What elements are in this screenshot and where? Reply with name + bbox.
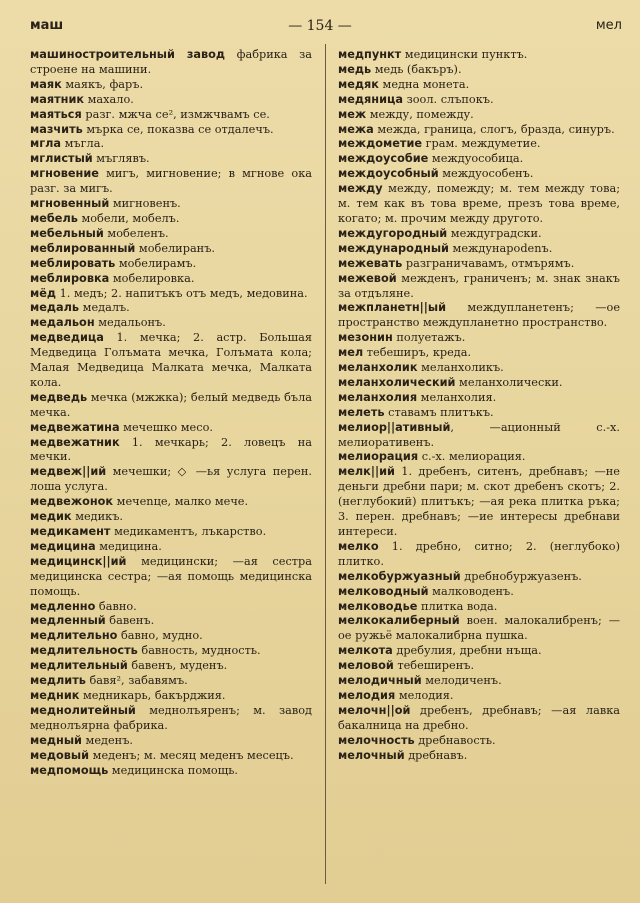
entry-headword: международный [338,241,449,255]
entry-definition: медникарь, бакърджия. [79,688,226,702]
entry-headword: медлительность [30,644,138,658]
entry-definition: тебеширъ, креда. [363,346,472,360]
entry-definition: полуетажъ. [392,331,466,345]
dictionary-entry [30,465,312,495]
dictionary-entry [338,376,620,391]
entry-headword: мелеть [338,405,385,419]
entry-definition: дребенъ, дребнавъ; —ая лавка бакалница на дребно. [338,703,620,732]
dictionary-entry [338,585,620,600]
entry-definition: мелодия. [395,688,454,702]
dictionary-entry [30,689,312,704]
entry-headword: медаль [30,301,80,315]
entry-headword: мелодия [338,688,396,702]
entry-headword: межевать [338,256,403,270]
entry-headword: медвежатина [30,420,120,434]
entry-definition: междупланетенъ; —ое пространство междупланетно пространство. [338,301,620,330]
dictionary-entry [30,137,312,152]
entry-headword: меж [338,107,367,121]
entry-definition: бавно, мудно. [117,629,203,643]
entry-headword: мелководный [338,584,429,598]
entry-headword: медлить [30,674,86,688]
entry-headword: мелочность [338,733,415,747]
entry-headword: медик [30,510,72,524]
dictionary-entry [338,123,620,138]
entry-definition: медалъ. [79,301,130,315]
dictionary-entry [338,182,620,227]
entry-headword: мглистый [30,152,93,166]
dictionary-entry [30,212,312,227]
dictionary-entry [338,749,620,764]
entry-definition: меденъ; м. месяц меденъ месецъ. [89,748,294,762]
entry-definition: медицина. [95,539,162,553]
dictionary-entry [30,108,312,123]
entry-definition: мигновенъ. [109,197,181,211]
entry-headword: медленный [30,614,106,628]
entry-definition: мърка се, показва се отдалечъ. [82,122,274,136]
entry-headword: мезонин [338,331,393,345]
dictionary-entry [338,391,620,406]
dictionary-entry [30,257,312,272]
entry-definition: разграничавамъ, отмърямъ. [402,256,575,270]
dictionary-entry [30,242,312,257]
entry-headword: медведь [30,390,88,404]
dictionary-entry [30,510,312,525]
entry-definition: , —ационный с.-х. мелиоративенъ. [338,420,620,449]
dictionary-entry [30,600,312,615]
entry-headword: мелодичный [338,674,422,688]
running-head-left: маш [30,18,64,33]
entry-headword: междугородный [338,226,448,240]
entry-definition: между, помежду; м. тем между това; м. тем как въ това време, презъ това време, когато; м. прочим между другото. [338,182,620,225]
dictionary-entry [30,93,312,108]
entry-headword: между [338,182,383,196]
left-column [30,48,312,891]
dictionary-entry [338,450,620,465]
dictionary-entry [30,301,312,316]
dictionary-entry [30,764,312,779]
dictionary-entry [338,346,620,361]
entry-headword: междометие [338,137,423,151]
entry-headword: мелкобуржуазный [338,569,461,583]
entry-definition: междуособенъ. [438,167,534,181]
dictionary-entry [30,555,312,600]
entry-headword: мелк||ий [338,465,395,479]
dictionary-entry [30,391,312,421]
dictionary-entry [338,331,620,346]
dictionary-entry [30,644,312,659]
entry-definition: меденъ. [81,733,133,747]
dictionary-entry [338,361,620,376]
entry-definition: дребнавъ. [404,748,468,762]
entry-definition: 1. мечка; 2. астр. Большая Медведица Голъмата мечка, Голъмата кола; Малая Медведица Малката мечка, Малката кола. [30,331,312,389]
dictionary-entry [30,704,312,734]
entry-definition: мечеnце, малко мече. [113,495,249,509]
entry-headword: меблировать [30,256,116,270]
entry-definition: меднолъяренъ; м. завод меднолъярна фабрика. [30,703,312,732]
dictionary-entry [338,167,620,182]
dictionary-entry [338,644,620,659]
entry-definition: 1. медъ; 2. напитъкъ отъ медъ, медовина. [56,286,308,300]
dictionary-entry [338,540,620,570]
entry-headword: межпланетн||ый [338,301,447,315]
entry-headword: мелкота [338,644,393,658]
dictionary-entry [338,406,620,421]
entry-definition: мобелирамъ. [115,256,197,270]
dictionary-entry [338,421,620,451]
entry-definition: медицински; —ая сестра медицинска сестра; —ая помощь медицинска помощь. [30,554,312,598]
entry-headword: мелочн||ой [338,703,411,717]
dictionary-entry [338,227,620,242]
entry-definition: мобелировка. [109,271,195,285]
entry-definition: междунароdenъ. [448,241,553,255]
entry-headword: медяница [338,92,403,106]
dictionary-entry [30,659,312,674]
dictionary-entry [338,465,620,540]
dictionary-entry [338,63,620,78]
entry-headword: мгновение [30,167,99,181]
entry-definition: 1. мечкарь; 2. ловецъ на мечки. [30,435,312,464]
dictionary-entry [30,197,312,212]
entry-headword: маятник [30,92,85,106]
page-number: — 154 — [288,18,352,34]
dictionary-entry [30,123,312,138]
entry-definition: мелодиченъ. [421,674,502,688]
dictionary-entry [338,272,620,302]
entry-headword: медвежонок [30,495,114,509]
dictionary-entry [338,689,620,704]
entry-definition: мобели, мобелъ. [77,211,180,225]
entry-headword: медвеж||ий [30,465,107,479]
entry-definition: мечешки; ◇ —ья услуга перен. лоша услуга. [30,465,312,494]
entry-definition: с.-х. мелиорация. [418,450,526,464]
entry-headword: мгла [30,137,62,151]
running-head-right: мел [595,18,622,33]
entry-headword: меланхолия [338,390,418,404]
entry-definition: меланхоликъ. [417,361,504,375]
entry-headword: мазчить [30,122,83,136]
dictionary-entry [30,227,312,242]
entry-headword: мелиор||ативный [338,420,451,434]
entry-headword: медлительный [30,659,128,673]
dictionary-entry [338,614,620,644]
entry-definition: медицинска помощь. [108,763,238,777]
entry-headword: меднолитейный [30,703,136,717]
entry-headword: мел [338,346,364,360]
entry-definition: между, помежду. [366,107,474,121]
entry-headword: межа [338,122,374,136]
entry-definition: грам. междуметие. [422,137,541,151]
dictionary-entry [30,331,312,391]
dictionary-entry [338,78,620,93]
entry-headword: меловой [338,659,394,673]
entry-definition: межда, граница, слогъ, бразда, синуръ. [373,122,615,136]
entry-definition: бавенъ, муденъ. [127,659,228,673]
entry-definition: медикъ. [71,510,123,524]
entry-headword: медицина [30,539,96,553]
entry-headword: мгновенный [30,197,110,211]
dictionary-entry [338,734,620,749]
entry-definition: мечешко месо. [119,420,213,434]
entry-definition: малководенъ. [428,584,514,598]
dictionary-entry [338,674,620,689]
entry-headword: медпункт [338,48,402,61]
dictionary-entry [30,48,312,78]
entry-definition: меланхолия. [417,390,497,404]
entry-headword: машиностроительный завод [30,48,226,61]
entry-definition: 1. дребно, ситно; 2. (неглубоко) плитко. [338,539,620,568]
entry-headword: медовый [30,748,90,762]
entry-definition: ставамъ плитъкъ. [384,405,494,419]
entry-definition: 1. дребенъ, ситенъ, дребнавъ; —не деньги дребни пари; м. скот дребенъ скотъ; 2. (неглубокий) плитъкъ; —ая река плитка ръка; 3. перен. дребнавъ; —ие интересы дребнави интереси. [338,465,620,538]
dictionary-entry [30,525,312,540]
entry-headword: мелководье [338,599,418,613]
entry-headword: мелочный [338,748,405,762]
dictionary-entry [30,495,312,510]
dictionary-entry [338,152,620,167]
entry-headword: медведица [30,331,104,345]
right-column [338,48,620,891]
entry-definition: бавно. [95,599,137,613]
entry-headword: медицинск||ий [30,554,127,568]
entry-definition: бавность, мудность. [137,644,261,658]
entry-headword: меблировка [30,271,110,285]
entry-definition: мъгла. [61,137,105,151]
dictionary-entry [338,93,620,108]
entry-definition: медальонъ. [94,316,166,330]
entry-headword: меланхолический [338,375,456,389]
dictionary-entry [30,734,312,749]
dictionary-entry [338,570,620,585]
entry-headword: медный [30,733,82,747]
entry-definition: бавенъ. [105,614,155,628]
entry-headword: медник [30,688,80,702]
entry-definition: мобеленъ. [103,226,169,240]
entry-definition: зоол. слъпокъ. [403,92,494,106]
entry-headword: междоусобие [338,152,429,166]
entry-definition: межденъ, граниченъ; м. знак знакъ за отдъляне. [338,271,620,300]
column-divider [325,44,326,884]
entry-headword: меблированный [30,241,136,255]
dictionary-entry [30,78,312,93]
entry-headword: медикамент [30,525,111,538]
entry-definition: фабрика за строене на машини. [30,48,312,76]
entry-headword: мелкокалиберный [338,614,460,628]
entry-definition: маякъ, фаръ. [61,77,144,91]
entry-definition: меланхолически. [455,375,563,389]
entry-definition: медь (бакъръ). [371,62,462,76]
dictionary-entry [30,272,312,287]
entry-headword: медяк [338,77,379,91]
dictionary-entry [30,614,312,629]
entry-definition: дребнавость. [414,733,496,747]
entry-definition: мъглявъ. [92,152,150,166]
dictionary-entry [338,301,620,331]
entry-definition: тебеширенъ. [393,659,475,673]
entry-definition: медна монета. [378,77,470,91]
dictionary-entry [338,48,620,63]
entry-headword: медлительно [30,629,118,643]
entry-definition: мигъ, мигновение; в мгнове ока разг. за мигъ. [30,167,312,196]
entry-headword: мебель [30,211,78,225]
entry-definition: дребнобуржуазенъ. [460,569,582,583]
entry-definition: междуградски. [447,226,542,240]
dictionary-entry [338,137,620,152]
dictionary-entry [338,108,620,123]
entry-definition: междуособица. [428,152,524,166]
dictionary-entry [30,167,312,197]
dictionary-entry [338,600,620,615]
entry-definition: бавя², забавямъ. [85,674,188,688]
entry-headword: маяться [30,107,82,121]
entry-headword: медальон [30,316,95,330]
entry-headword: мелиорация [338,450,419,464]
dictionary-entry [338,242,620,257]
entry-definition: медикаментъ, лъкарство. [110,525,267,538]
entry-definition: дребулия, дребни нъща. [392,644,542,658]
dictionary-entry [30,152,312,167]
dictionary-entry [30,629,312,644]
entry-definition: разг. мжча се², измжчвамъ се. [81,107,270,121]
entry-headword: мебельный [30,226,104,240]
entry-headword: медь [338,62,372,76]
dictionary-entry [338,659,620,674]
entry-definition: плитка вода. [417,599,498,613]
dictionary-entry [30,287,312,302]
entry-definition: медицински пунктъ. [401,48,528,61]
dictionary-entry [30,749,312,764]
dictionary-entry [30,674,312,689]
dictionary-entry [30,316,312,331]
entry-headword: медпомощь [30,763,109,777]
entry-headword: межевой [338,271,397,285]
entry-headword: медленно [30,599,96,613]
entry-headword: мёд [30,286,57,300]
dictionary-entry [338,257,620,272]
dictionary-entry [30,436,312,466]
entry-definition: воен. малокалибренъ; —ое ружьё малокалибрна пушка. [338,614,620,643]
entry-definition: махало. [84,92,134,106]
entry-headword: меланхолик [338,361,418,375]
entry-headword: междоусобный [338,167,439,181]
dictionary-entry [30,540,312,555]
dictionary-entry [338,704,620,734]
entry-headword: мелко [338,539,379,553]
entry-definition: мобелиранъ. [135,241,215,255]
entry-headword: медвежатник [30,435,120,449]
entry-headword: маяк [30,77,62,91]
dictionary-entry [30,421,312,436]
entry-definition: мечка (мжжка); белый медведь бъла мечка. [30,390,312,419]
